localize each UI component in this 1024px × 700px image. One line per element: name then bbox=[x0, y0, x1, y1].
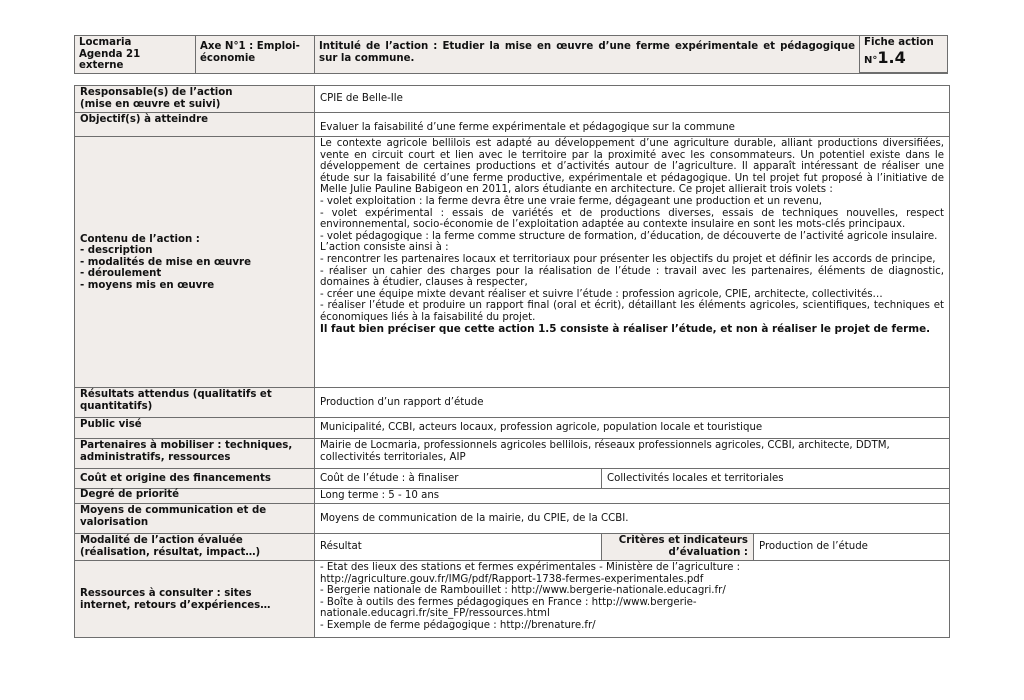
label-line: - déroulement bbox=[80, 268, 162, 280]
row-priorite bbox=[75, 489, 950, 504]
contenu-value bbox=[315, 137, 950, 388]
row-responsable bbox=[75, 86, 950, 113]
header-table bbox=[74, 35, 948, 74]
row-partenaires bbox=[75, 439, 950, 469]
fiche-number-prefix: N° bbox=[864, 54, 878, 66]
public-label: Public visé bbox=[75, 418, 315, 439]
contenu-paragraph: - volet pédagogique : la ferme comme structure de formation, d’éducation, de découverte de l’activité agricole insulaire. bbox=[320, 230, 938, 242]
ressource-link[interactable]: - Bergerie nationale de Rambouillet : http://www.bergerie-nationale.educagri.fr/ bbox=[320, 585, 726, 597]
modalite-value: Résultat bbox=[315, 534, 602, 561]
cout-label: Coût et origine des financements bbox=[75, 469, 315, 489]
label-line: - modalités de mise en œuvre bbox=[80, 256, 251, 268]
communication-value: Moyens de communication de la mairie, du CPIE, de la CCBI. bbox=[315, 504, 950, 534]
row-objectif bbox=[75, 113, 950, 137]
axe-line: Axe N°1 : Emploi- bbox=[200, 41, 300, 52]
resultats-value: Production d’un rapport d’étude bbox=[315, 388, 950, 418]
label-line: Modalité de l’action évaluée bbox=[80, 535, 243, 546]
fiche-label: Fiche action bbox=[864, 37, 934, 48]
objectif-value bbox=[315, 113, 950, 137]
contenu-paragraph: - volet expérimental : essais de variétés et de productions diverses, essais de techniques nouvelles, respect environnemental, socio-économie de l’exploitation adaptée au contexte insulaire en sont les mots-clés principaux. bbox=[320, 207, 945, 231]
label-line: Partenaires à mobiliser : techniques, bbox=[80, 440, 293, 451]
ressource-link[interactable]: http://agriculture.gouv.fr/IMG/pdf/Rapport-1738-fermes-experimentales.pdf bbox=[320, 573, 704, 585]
label-line: valorisation bbox=[80, 516, 149, 528]
priorite-value: Long terme : 5 - 10 ans bbox=[315, 489, 950, 504]
financement-origin-value: Collectivités locales et territoriales bbox=[602, 469, 950, 489]
resultats-label bbox=[75, 388, 315, 418]
ressource-link[interactable]: - Boîte à outils des fermes pédagogiques en France : http://www.bergerie- bbox=[320, 596, 697, 608]
axe-cell bbox=[196, 36, 315, 74]
modalite-label bbox=[75, 534, 315, 561]
ressources-label bbox=[75, 561, 315, 638]
axe-line: économie bbox=[200, 52, 256, 64]
criteres-value: Production de l’étude bbox=[754, 534, 950, 561]
label-line: Moyens de communication et de bbox=[80, 505, 267, 516]
contenu-paragraph: - rencontrer les partenaires locaux et territoriaux pour présenter les objectifs du projet et définir les accords de principe, bbox=[320, 253, 936, 265]
row-resultats bbox=[75, 388, 950, 418]
row-public bbox=[75, 418, 950, 439]
label-line: internet, retours d’expériences… bbox=[80, 599, 271, 611]
action-title: Intitulé de l’action : Etudier la mise en œuvre d’une ferme expérimentale et pédagogique sur la commune. bbox=[315, 36, 860, 74]
label-line: d’évaluation : bbox=[668, 546, 748, 558]
label-line: (mise en œuvre et suivi) bbox=[80, 98, 221, 110]
criteres-label bbox=[602, 534, 754, 561]
label-line: - description bbox=[80, 245, 153, 257]
fiche-number: 1.4 bbox=[877, 47, 906, 67]
commune-line: externe bbox=[79, 60, 124, 71]
contenu-paragraph: Le contexte agricole bellilois est adapté au développement d’une agriculture durable, alliant productions diversifiées, vente en circuit court et lien avec le territoire par la proximité avec les consommateurs. Un potentiel existe dans le développement de certaines productions et d’activités autour de l’agriculture. Il apparaît intéressant de réaliser une étude sur la faisabilité d’une ferme productive, expérimentale et pédagogique. Un tel projet fut proposé à l’initiative de Melle Julie Pauline Babigeon en 2011, alors étudiante en architecture. Ce projet allierait trois volets : bbox=[320, 138, 945, 196]
row-cout bbox=[75, 469, 950, 489]
contenu-paragraph: - réaliser l’étude et produire un rapport final (oral et écrit), détaillant les éléments agricoles, scientifiques, techniques et économiques liés à la faisabilité du projet. bbox=[320, 300, 945, 323]
fiche-action-cell bbox=[860, 36, 948, 74]
contenu-label bbox=[75, 137, 315, 388]
label-line: quantitatifs) bbox=[80, 400, 153, 412]
row-contenu bbox=[75, 137, 950, 388]
contenu-paragraph: - créer une équipe mixte devant réaliser et suivre l’étude : profession agricole, CPIE, architecte, collectivités… bbox=[320, 288, 883, 300]
partenaires-value: Mairie de Locmaria, professionnels agricoles bellilois, réseaux professionnels agricoles, CCBI, architecte, DDTM, collectivités territoriales, AIP bbox=[315, 439, 950, 469]
row-modalite bbox=[75, 534, 950, 561]
responsable-value: CPIE de Belle-Ile bbox=[315, 86, 950, 113]
commune-cell bbox=[75, 36, 196, 74]
commune-line: Agenda 21 bbox=[79, 48, 141, 60]
label-line: - moyens mis en œuvre bbox=[80, 279, 215, 291]
contenu-paragraph: L’action consiste ainsi à : bbox=[320, 242, 449, 254]
action-sheet-table bbox=[74, 85, 950, 638]
objectif-label: Objectif(s) à atteindre bbox=[75, 113, 315, 137]
ressource-link[interactable]: nationale.educagri.fr/site_FP/ressources.html bbox=[320, 608, 550, 620]
contenu-emphasis: Il faut bien préciser que cette action 1.5 consiste à réaliser l’étude, et non à réaliser le projet de ferme. bbox=[320, 322, 931, 335]
priorite-label: Degré de priorité bbox=[75, 489, 315, 504]
label-line: (réalisation, résultat, impact…) bbox=[80, 546, 261, 558]
partenaires-label bbox=[75, 439, 315, 469]
label-line: Ressources à consulter : sites bbox=[80, 587, 252, 599]
public-value: Municipalité, CCBI, acteurs locaux, profession agricole, population locale et touristique bbox=[315, 418, 950, 439]
label-line: administratifs, ressources bbox=[80, 451, 231, 463]
ressource-line: - Etat des lieux des stations et fermes expérimentales - Ministère de l’agriculture : bbox=[320, 562, 741, 573]
ressources-value bbox=[315, 561, 950, 638]
contenu-paragraph: - réaliser un cahier des charges pour la réalisation de l’étude : travail avec les partenaires, éléments de diagnostic, domaines à étudier, clauses à respecter, bbox=[320, 265, 945, 289]
row-communication bbox=[75, 504, 950, 534]
communication-label bbox=[75, 504, 315, 534]
label-line: Résultats attendus (qualitatifs et bbox=[80, 389, 272, 400]
row-ressources bbox=[75, 561, 950, 638]
label-line: Contenu de l’action : bbox=[80, 233, 200, 245]
ressource-link[interactable]: - Exemple de ferme pédagogique : http://brenature.fr/ bbox=[320, 619, 596, 631]
cout-value: Coût de l’étude : à finaliser bbox=[315, 469, 602, 489]
label-line: Responsable(s) de l’action bbox=[80, 87, 233, 98]
objectif-text: Evaluer la faisabilité d’une ferme expérimentale et pédagogique sur la commune bbox=[320, 122, 735, 134]
contenu-paragraph: - volet exploitation : la ferme devra être une vraie ferme, dégageant une production et un revenu, bbox=[320, 195, 822, 207]
commune-line: Locmaria bbox=[79, 37, 132, 48]
label-line: Critères et indicateurs bbox=[618, 535, 748, 546]
responsable-label bbox=[75, 86, 315, 113]
